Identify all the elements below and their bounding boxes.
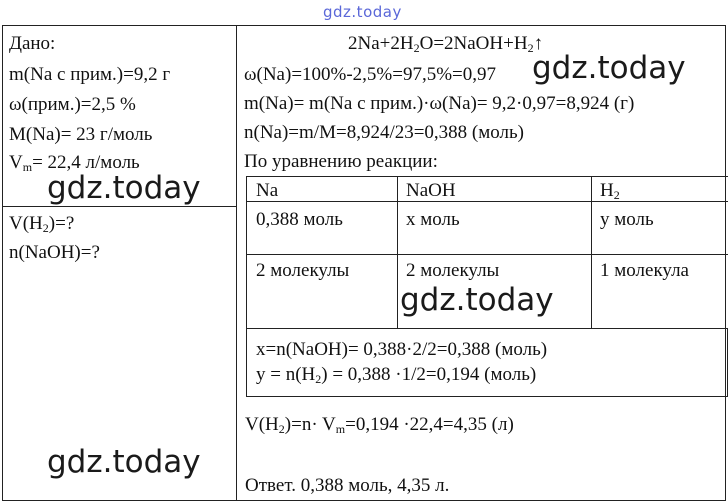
solution-line-2: m(Na)= m(Na с прим.)·ω(Na)= 9,2·0,97=8,924 (г) — [244, 93, 635, 114]
table-cell-naoh-molecules: 2 молекулы — [406, 260, 500, 281]
given-molar-mass: M(Na)= 23 г/моль — [9, 124, 153, 145]
solution-line-1: ω(Na)=100%-2,5%=97,5%=0,97 — [244, 64, 497, 85]
table-cell-na-amount: 0,388 моль — [256, 209, 343, 230]
given-molar-volume: $V_m= 22,4$ л/моль — [9, 152, 140, 174]
given-mass: m(Na с прим.)=9,2 г — [9, 64, 171, 85]
watermark: gdz.today — [400, 282, 554, 318]
table-header-h2: $H_2$ — [600, 180, 620, 202]
watermark: gdz.today — [47, 444, 201, 480]
table-cell-naoh-amount: x моль — [406, 209, 460, 230]
answer-line: Ответ. 0,388 моль, 4,35 л. — [245, 475, 450, 496]
calc-h2: $y = n(H_2) = 0,388 \cdot 1/2=0,194$ (моль) — [256, 364, 537, 386]
watermark: gdz.today — [532, 50, 686, 86]
given-impurity: ω(прим.)=2,5 % — [9, 94, 136, 115]
table-header-naoh: NaOH — [406, 180, 456, 201]
solution-line-4: По уравнению реакции: — [244, 151, 438, 172]
solution-line-3: n(Na)=m/M=8,924/23=0,388 (моль) — [244, 122, 525, 143]
find-volume: $V(H_2)=$? — [9, 213, 75, 235]
reaction-equation: $2Na+2H_2O=2NaOH+H_2↑$ — [348, 33, 544, 55]
watermark: gdz.today — [47, 170, 201, 206]
table-cell-na-molecules: 2 молекулы — [256, 260, 350, 281]
given-label: Дано: — [9, 33, 56, 54]
table-cell-h2-amount: y моль — [600, 209, 654, 230]
table-header-na: Na — [256, 180, 279, 201]
watermark-top: gdz.today — [323, 3, 402, 21]
find-amount: n(NaOH)=? — [9, 242, 100, 263]
table-cell-h2-molecules: 1 молекула — [600, 260, 689, 281]
given-divider — [2, 206, 237, 207]
calc-naoh: x=n(NaOH)= 0,388·2/2=0,388 (моль) — [256, 339, 548, 360]
column-divider — [236, 25, 237, 501]
volume-calculation: $V(H_2)=n\cdot V_m=0,194 \cdot 22,4=4,35$ (л) — [245, 414, 514, 436]
